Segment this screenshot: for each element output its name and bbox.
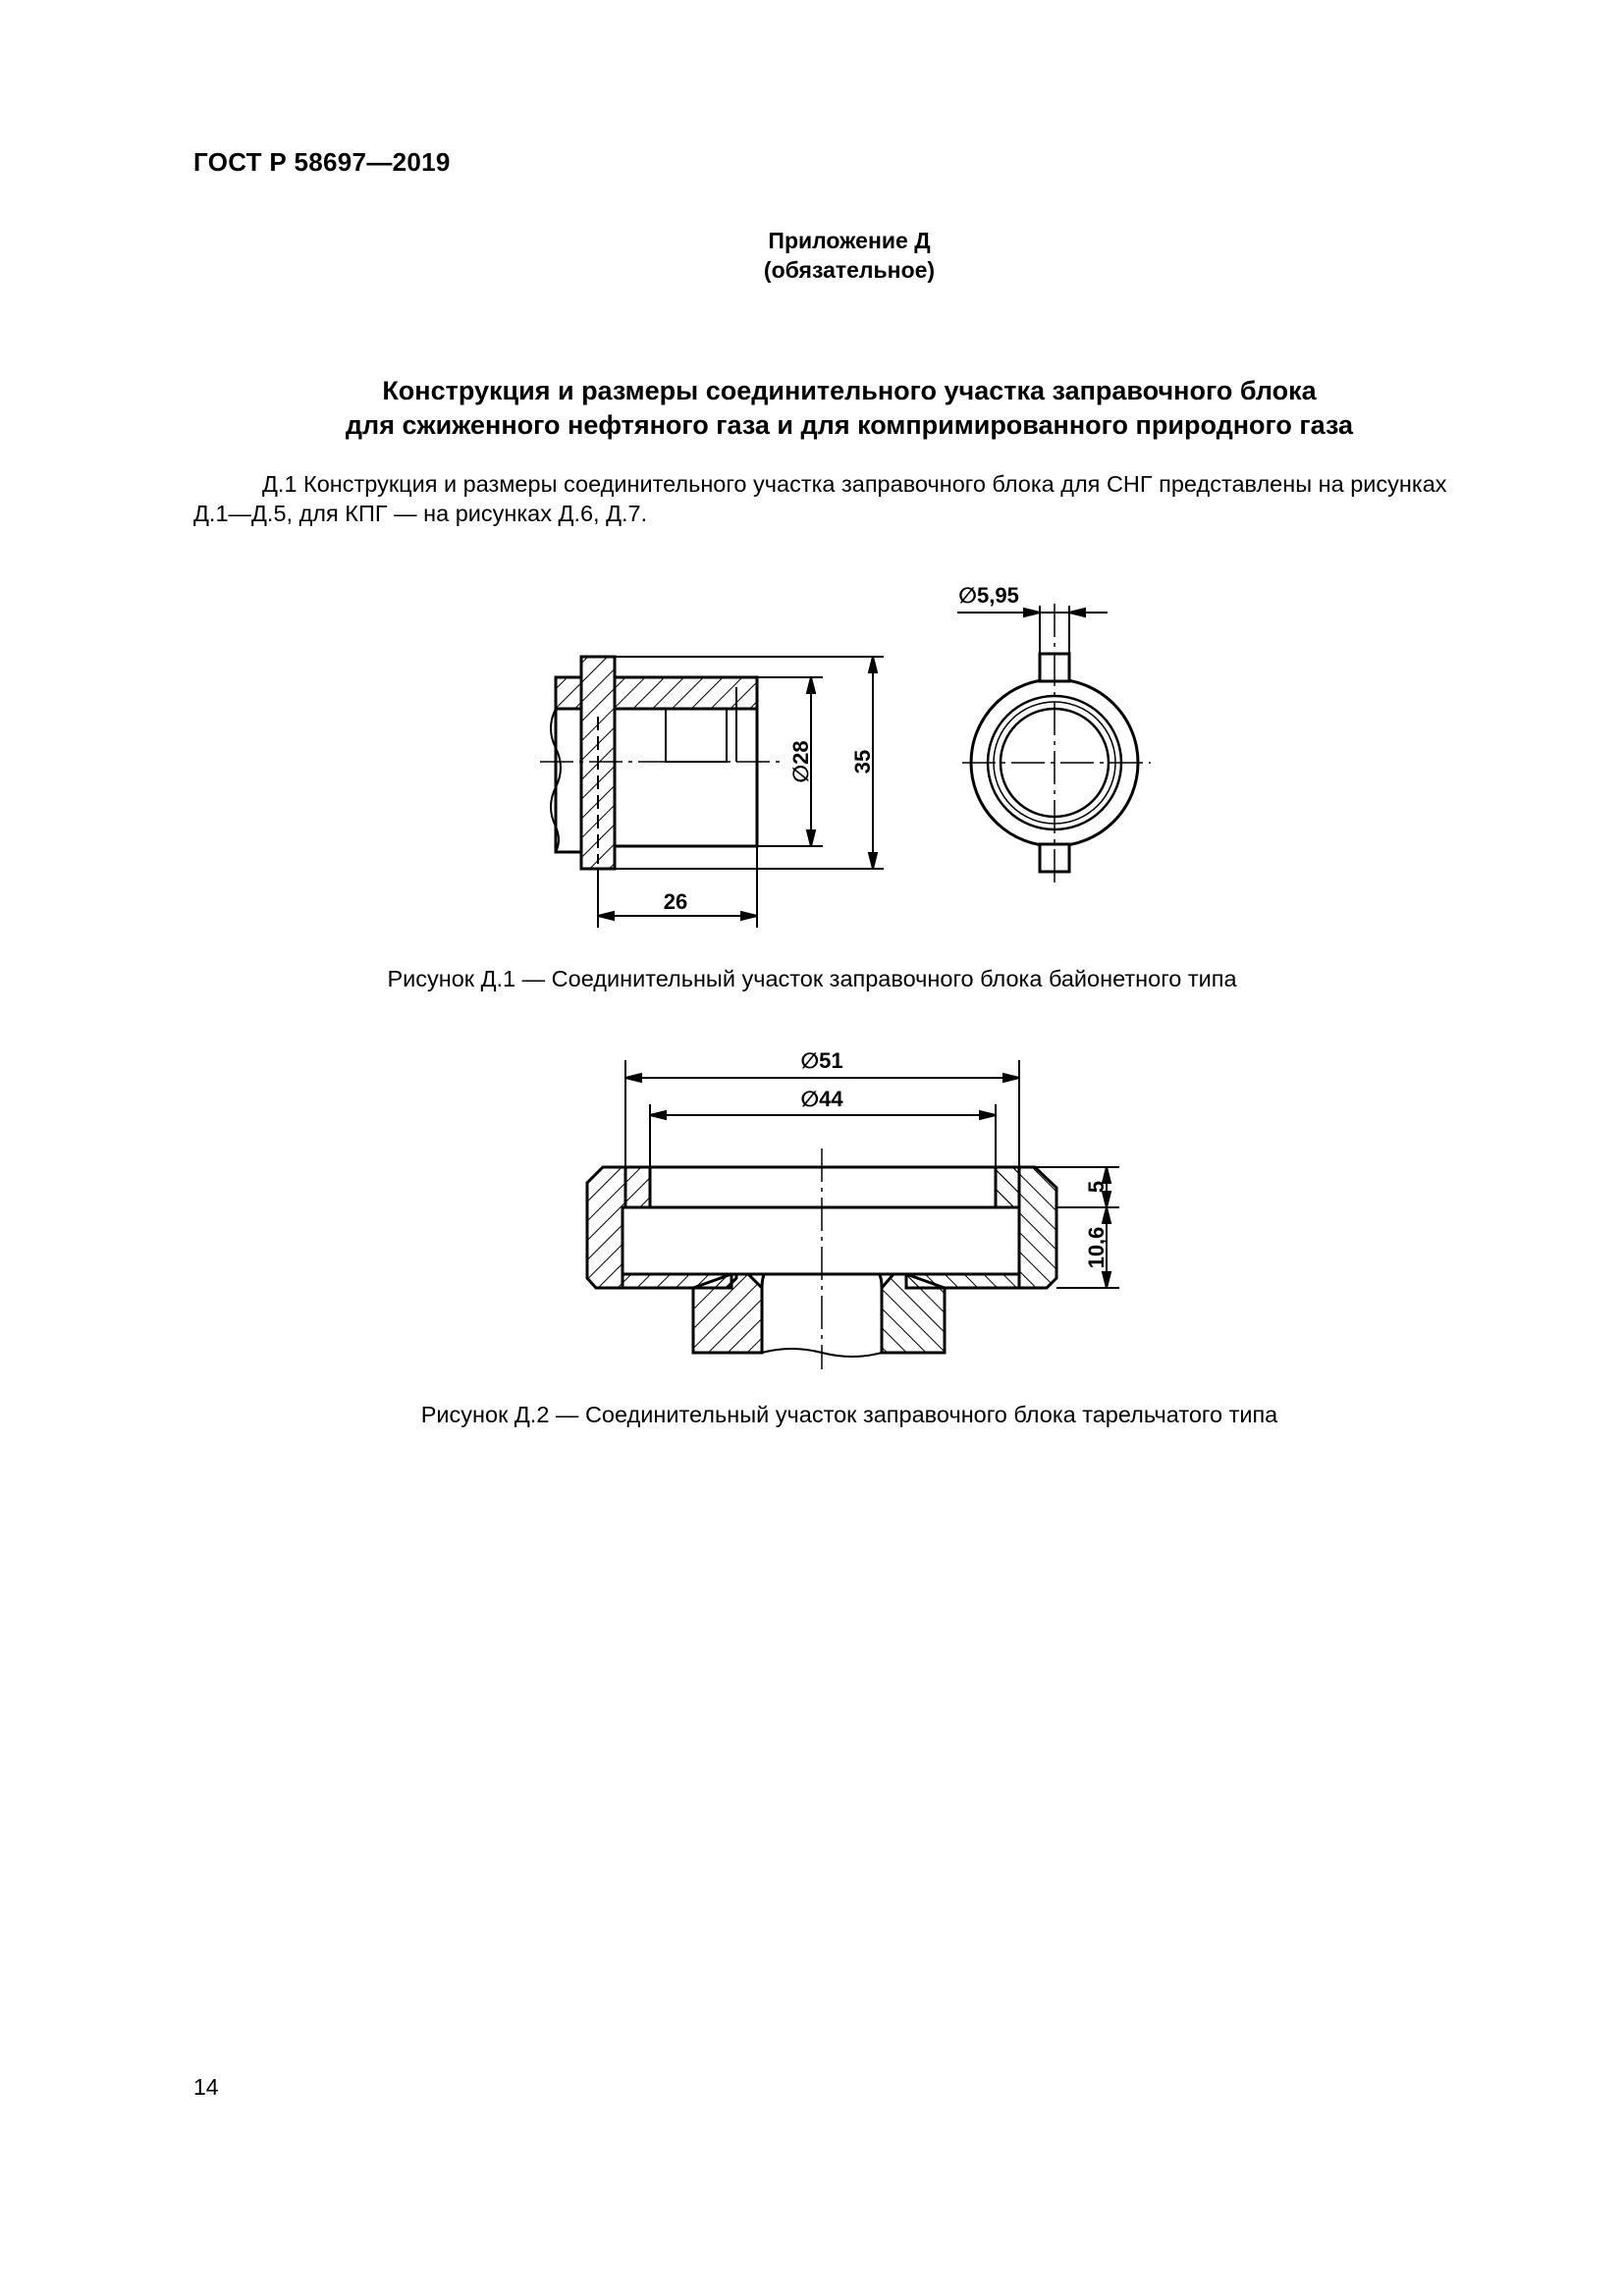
figure-1-drawing [0, 0, 1624, 982]
figure-2-caption: Рисунок Д.2 — Соединительный участок заправочного блока тарельчатого типа [420, 1402, 1278, 1427]
annex-title: Приложение Д [768, 228, 931, 253]
dim-35-label: 35 [850, 749, 875, 774]
poppet-section [587, 1148, 1056, 1369]
bayonet-side-view [540, 657, 781, 869]
section-title-line-1: Конструкция и размеры соединительного участка заправочного блока [382, 376, 1317, 405]
figure-2-drawing [0, 1021, 1624, 1414]
stub-section [556, 677, 581, 709]
dim-26-label: 26 [663, 889, 688, 914]
page-number: 14 [193, 2074, 219, 2100]
paragraph-line-1: Д.1 Конструкция и размеры соединительного участка заправочного блока для СНГ представлены на рисунках [262, 471, 1447, 497]
dim-d44-label: ∅44 [800, 1087, 843, 1111]
dim-d595-label: ∅5,95 [958, 583, 1019, 608]
dim-d28-label: ∅28 [788, 740, 813, 783]
bayonet-pin-dimension [957, 606, 1108, 654]
figure-1-caption: Рисунок Д.1 — Соединительный участок заправочного блока байонетного типа [387, 966, 1237, 991]
bayonet-front-view [962, 604, 1151, 883]
paragraph-line-2: Д.1—Д.5, для КПГ — на рисунках Д.6, Д.7. [193, 501, 648, 526]
annex-status: (обязательное) [763, 257, 936, 283]
document-id: ГОСТ Р 58697—2019 [193, 147, 451, 177]
dim-5-label: 5 [1084, 1180, 1109, 1194]
section-title-line-2: для сжиженного нефтяного газа и для компримированного природного газа [345, 410, 1354, 440]
dim-d51-label: ∅51 [800, 1048, 843, 1073]
dim-10-6-label: 10,6 [1084, 1226, 1109, 1269]
